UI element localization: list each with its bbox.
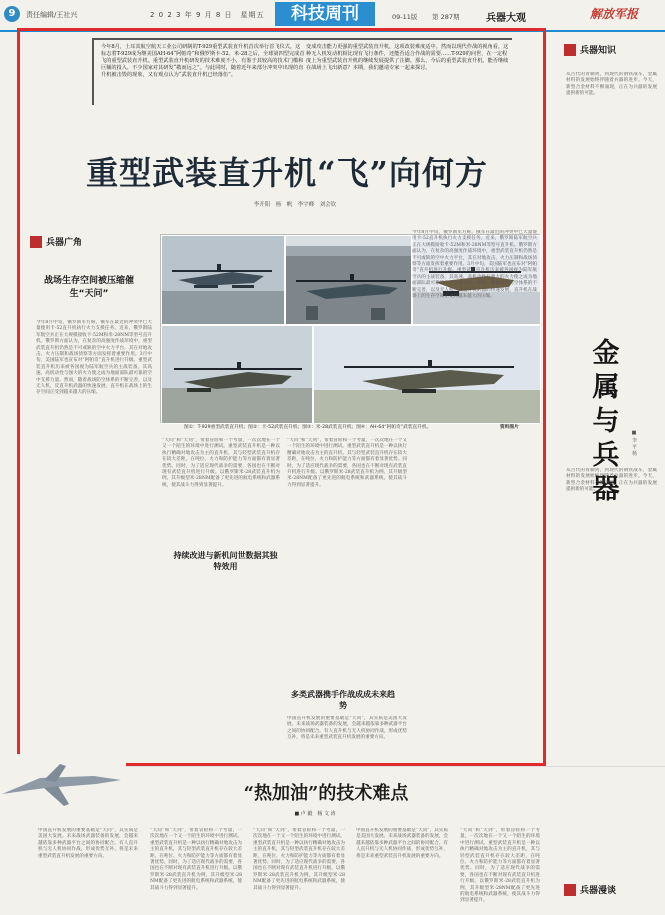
photo-mi28: [161, 325, 313, 424]
section-mark: [564, 44, 576, 56]
right-author: ■ 李 平 杨: [631, 430, 637, 456]
brand-banner: 科技周刊: [275, 2, 375, 26]
left-section-tab: [30, 236, 150, 248]
jet-illustration: [0, 754, 126, 814]
middle-column-text-1: “天问”和“天剑”，带着冒险和一个考量，一次次地在一个又一个陌生的环境中进行测试。重型武装直升机是一种以执行精确对地攻击为主的直升机，其与轻型武装直升机存在较大差距，在吨位、火力和防护能力等方面都有着显著优势。同时，为了适应现代战争的需要，各国也在不断对现有武装直升机进行升级。以俄罗斯米-28武装直升机为例，其升级型米-28NM配备了更先进的航电系统和武器系统，使其战斗力得到显著提升。: [162, 438, 280, 488]
bottom-section-name: 兵器漫谈: [580, 886, 617, 896]
bottom-byline: ■ 卢 毅 杨 文 涛: [294, 811, 336, 817]
page-title: 重型武装直升机“飞”向何方: [86, 154, 488, 192]
right-section-name: 兵器知识: [580, 46, 617, 56]
lead-left: 今年8月，土耳其航空航天工业公司研制的T-929重型武装直升机首次举行首飞仪式。这标志着T-929成为继美国AH-64“阿帕奇”和俄罗斯卡-52、米-28之后，全球第四型完成首飞的重型武装直升机。重型武装直升机研发的技术难度不小，有鉴于其较高的技术门槛和巨额的投入，不少国家对其研发“敬而远之”。与此同时，随着近年来部分冲突中出现的直升机被击毁的现象，又有观点认为“武装直升机已经落伍”。: [101, 44, 305, 78]
publication-date: 2 0 2 3 年 9 月 8 日 星期五: [150, 11, 265, 19]
bottom-right-tab: [564, 884, 659, 896]
bottom-column-4: 中国直升机发展的重要基础是“天问”，其实质是美国大发展。未来战场武器装备的发展，会越来越依靠多种武器平台之间的协同配合。有人直升机与无人机协同作战，形成优势互补，将是未来重型武装直升机发展的重要方向。: [356, 828, 448, 859]
right-headline: 金属与兵器: [592, 338, 620, 505]
right-text-top: 从古代的青铜剑，到现代的钢铁战车，金属材料的发展始终伴随着兵器的进步。今天，新型合金材料不断涌现，正在为兵器的发展提供新的可能。: [566, 72, 657, 97]
section-name: 兵器大观: [486, 13, 526, 24]
lead-box: [92, 38, 512, 105]
bottom-column-5: “天问”和“天剑”，带着冒险和一个考量，一次次地在一个又一个陌生的环境中进行测试。重型武装直升机是一种以执行精确对地攻击为主的直升机，其与轻型武装直升机存在较大差距，在吨位、火力和防护能力等方面都有着显著优势。同时，为了适应现代战争的需要，各国也在不断对现有武装直升机进行升级。以俄罗斯米-28武装直升机为例，其升级型米-28NM配备了更先进的航电系统和武器系统，使其战斗力得到显著提升。: [460, 828, 540, 904]
lead-right: 变成攻击能力更强的重型武装直升机，这项改装难度适中。然而以现代作战的视角看，这种无人机发动机相比现有飞行条件，还能否适合作战的需要……T-929的问世，在一定程度上为重型武装直升机的继续发展提供了注脚。那么，今后的重型武装直升机，能否继续在战场上飞出新意？本期，我们邀请专家一起来探讨。: [306, 44, 509, 71]
bottom-column-1: 中国直升机发展的重要基础是“天问”，其实质是美国大发展。未来战场武器装备的发展，会越来越依靠多种武器平台之间的协同配合。有人直升机与无人机协同作战，形成优势互补，将是未来重型武装直升机发展的重要方向。: [38, 828, 138, 859]
editor-label: 责任编辑/王社兴: [26, 11, 78, 19]
right-text-bottom: 从古代的青铜剑，到现代的钢铁战车，金属材料的发展始终伴随着兵器的进步。今天，新型合金材料不断涌现，正在为兵器的发展提供新的可能。: [566, 468, 657, 493]
left-section-name: 兵器广角: [46, 238, 83, 248]
bottom-column-2: “天问”和“天剑”，带着冒险和一个考量，一次次地在一个又一个陌生的环境中进行测试。重型武装直升机是一种以执行精确对地攻击为主的直升机，其与轻型武装直升机存在较大差距，在吨位、火力和防护能力等方面都有着显著优势。同时，为了适应现代战争的需要，各国也在不断对现有武装直升机进行升级。以俄罗斯米-28武装直升机为例，其升级型米-28NM配备了更先进的航电系统和武器系统，使其战斗力得到显著提升。: [150, 828, 242, 891]
bottom-column-3: “天问”和“天剑”，带着冒险和一个考量，一次次地在一个又一个陌生的环境中进行测试。重型武装直升机是一种以执行精确对地攻击为主的直升机，其与轻型武装直升机存在较大差距，在吨位、火力和防护能力等方面都有着显著优势。同时，为了适应现代战争的需要，各国也在不断对现有武装直升机进行升级。以俄罗斯米-28武装直升机为例，其升级型米-28NM配备了更先进的航电系统和武器系统，使其战斗力得到显著提升。: [253, 828, 345, 891]
issue-dates: 09-11版: [392, 13, 418, 21]
newspaper-logo: 解放军报: [590, 7, 639, 21]
section-mark: [30, 236, 42, 248]
bottom-title: “热加油”的技术难点: [243, 783, 409, 804]
issue-number: 第 287期: [432, 13, 460, 21]
photo-caption: 图①：T-929重型武装直升机；图②：卡-52武装直升机；图③：米-28武装直升机；图④：AH-64“阿帕奇”武装直升机。: [184, 425, 432, 430]
left-column-text: 今年8月中旬，俄罗斯军方称，俄军在最近的冲突中已大量使用卡-52直升机执行火力支援任务。近来，俄罗斯陆军航空兵正在大规模接收卡-52M和米-28NM等型号直升机。俄罗斯方面认为，在复杂的高强度作战环境中，重型武装直升机仍然是不可或缺的空中火力平台，其在对地攻击、火力压制和战场侦察等方面发挥着重要作用。3月中旬，美国陆军也宣布对“阿帕奇”直升机进行升级。重型武装直升机历来被各国视为陆军航空兵的主战装备，其高速、高机动性与强大的火力使之成为地面部队最可靠的空中支援力量。然而，随着战场防空体系的不断完善，以及无人机、反直升机武器的快速发展，直升机在战场上的生存空间正受到越来越大的压缩。: [36, 320, 152, 396]
photo-hangar: [285, 235, 412, 325]
middle-headline-2: 多类武器携手作战成成未来趋势: [291, 690, 395, 710]
left-headline: 战场生存空间被压缩催生“天问”: [43, 276, 134, 299]
right-feature-column: 今年8月中旬，俄罗斯军方称，俄军在最近的冲突中已大量使用卡-52直升机执行火力支援任务。近来，俄罗斯陆军航空兵正在大规模接收卡-52M和米-28NM等型号直升机。俄罗斯方面认为，在复杂的高强度作战环境中，重型武装直升机仍然是不可或缺的空中火力平台，其在对地攻击、火力压制和战场侦察等方面发挥着重要作用。3月中旬，美国陆军也宣布对“阿帕奇”直升机进行升级。重型武装直升机历来被各国视为陆军航空兵的主战装备，其高速、高机动性与强大的火力使之成为地面部队最可靠的空中支援力量。然而，随着战场防空体系的不断完善，以及无人机、反直升机武器的快速发展，直升机在战场上的生存空间正受到越来越大的压缩。: [412, 230, 537, 300]
middle-column-text-2: “天问”和“天剑”，带着冒险和一个考量，一次次地在一个又一个陌生的环境中进行测试。重型武装直升机是一种以执行精确对地攻击为主的直升机，其与轻型武装直升机存在较大差距，在吨位、火力和防护能力等方面都有着显著优势。同时，为了适应现代战争的需要，各国也在不断对现有武装直升机进行升级。以俄罗斯米-28武装直升机为例，其升级型米-28NM配备了更先进的航电系统和武器系统，使其战斗力得到显著提升。: [287, 438, 407, 488]
middle-column-text-3: 中国直升机发展的重要基础是“天问”，其实质是美国大发展。未来战场武器装备的发展，会越来越依靠多种武器平台之间的协同配合。有人直升机与无人机协同作战，形成优势互补，将是未来重型武装直升机发展的重要方向。: [287, 716, 407, 741]
middle-headline-1: 持续改进与新机问世数据其独特效用: [173, 551, 278, 571]
section-mark: [564, 884, 576, 896]
right-section-tab: [564, 44, 659, 56]
photo-source: 资料图片: [500, 425, 519, 430]
byline: 李开阳 杨 帆 李宇峰 刘会钦: [253, 202, 337, 208]
photo-t929: [161, 235, 285, 325]
page-number-badge: 9: [4, 6, 20, 22]
